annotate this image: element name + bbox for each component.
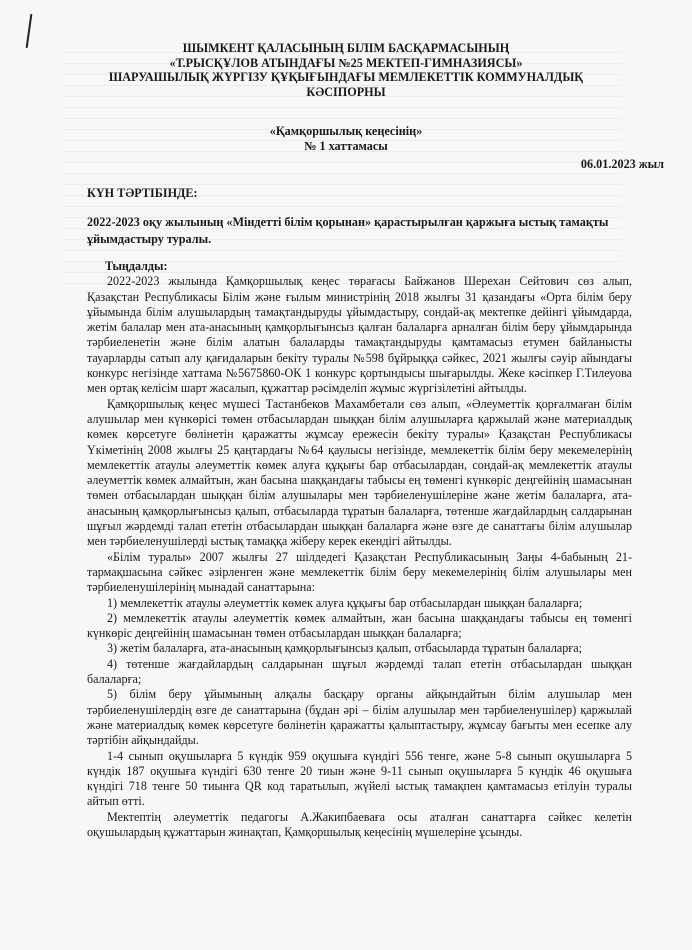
header-line-1: ШЫМКЕНТ ҚАЛАСЫНЫҢ БІЛІМ БАСҚАРМАСЫНЫҢ [182,41,510,55]
list-item: 5) білім беру ұйымының алқалы басқару органы айқындайтын білім алушылар мен тәрбиеленушілердің өзге де санаттарына (бұдан әрі – білім алушылар мен тәрбиеленушілер) қаржылай және материалдық көмек көрсетуге бөлінетін қаражатты қалыптастыру, жұмсау бағыты мен есепке алу тәртібін айқындайды. [87,687,632,748]
list-item: 1) мемлекеттік атаулы әлеуметтік көмек алуға құқығы бар отбасылардан шыққан балаларға; [107,595,583,610]
list-item: 4) төтенше жағдайлардың салдарынан шұғыл жәрдемді талап ететін отбасылардан шыққан балаларға; [87,656,632,687]
paragraph: 2022-2023 жылында Қамқоршылық кеңес төрағасы Байжанов Шерехан Сейтович сөз алып, Қазақстан Республикасы Білім және ғылым министрінің 2018 жылғы 31 қазандағы «Орта білім беру ұйымында білім алушылардың тамақтандыруды ұйымдастыру, сондай-ақ мектепке дейінгі ұйымдарда, жетім балалар мен ата-анасының қамқорлығынсыз қалған балаларға арналған білім беру ұйымдарында тәрбиеленетін және білім алатын балаларды тамақтандыруды қамтамасыз етумен байланысты тауарларды сатып алу қағидаларын бекіту туралы №598 бұйрыққа сәйкес, 2021 жылғы сәуір айындағы конкурс негізінде хаттама №5675860-ОК 1 конкурс қортындысы шығарылды. Жеке кәсіпкер Г.Тилеуова мен ортақ келісім шарт жасалып, құжаттар рәсімделіп жұмыс жүргізілетіні айтылды. [87,274,632,396]
header-line-2: «Т.РЫСҚҰЛОВ АТЫНДАҒЫ №25 МЕКТЕП-ГИМНАЗИЯСЫ» [169,55,523,70]
agenda-item: 2022-2023 оқу жылының «Міндетті білім қорынан» қарастырылған қаржыға ыстық тамақты ұйымдастыру туралы. [87,215,609,246]
protocol-date: 06.01.2023 жыл [580,157,664,171]
paragraph: Мектептің әлеуметтік педагогы А.Жакипбаеваға осы аталған санаттарға сәйкес келетін оқушылардың құжаттарын жинақтап, Қамқоршылық кеңесінің мүшелеріне ұсынды. [87,809,632,839]
document-body [87,259,632,840]
list-item: 3) жетім балаларға, ата-анасының қамқорлығынсыз қалып, отбасыларда тұратын балаларға; [107,641,583,656]
protocol-number: № 1 хаттамасы [304,139,388,153]
paragraph: Қамқоршылық кеңес мүшесі Тастанбеков Махамбетали сөз алып, «Әлеуметтік қорғалмаған білім алушылар мен күнкөрісі төмен отбасылардан шыққан білім алушыларға қаржылай және материалдық көмек көрсетуге бөлінетін қаражатты жұмсау ережесін бекіту туралы» Қазақстан Республикасы Үкіметінің 2008 жылғы 25 қаңтардағы №64 қаулысы негізінде, мемлекеттік білім беру мекемелерінің мемлекеттік атаулы әлеуметтік көмек алуға құқығы бар отбасылардан, сондай-ақ мемлекеттік атаулы әлеуметтік көмек алмайтын, жан басына шаққандағы табысы ең төменгі күнкөріс деңгейінің шамасынан төмен отбасылардан шыққан білім алушылары мен тәрбиеленушілеріне және жетім балаларға, ата-анасының қамқорлығынсыз қалып, отбасыларда тұратын балаларға, төтенше жағдайлардың салдарынан шұғыл жәрдемді талап ететін отбасылардан шыққан балаларға және өзге де санаттағы білім алушылар мен тәрбиеленушілерді ыстық тамаққа жіберу керек екендігі айтылды. [87,396,632,549]
protocol-title [60,124,632,154]
handwritten-mark [26,14,33,48]
list-item: 2) мемлекеттік атаулы әлеуметтік көмек алмайтын, жан басына шаққандағы табысы ең төменгі күнкөріс деңгейінің шамасынан төмен отбасылардан шыққан балаларға; [87,610,632,641]
agenda-heading: КҮН ТӘРТІБІНДЕ: [87,186,198,200]
paragraph: «Білім туралы» 2007 жылғы 27 шілдедегі Қазақстан Республикасының Заңы 4-бабының 21-тармақшасына сәйкес әзірленген және мемлекеттік білім беру мекемелерінің білім алушылары мен тәрбиеленушілерінің мынадай санаттарына: [87,549,632,595]
paragraph: 1-4 сынып оқушыларға 5 күндік 959 оқушыға күндігі 556 тенге, және 5-8 сынып оқушыларға 5 күндік 187 оқушыға күндігі 630 тенге 20 тиын және 9-11 сынып оқушыларға 5 күндік 46 оқушыға күндігі 718 тенге 50 тиынға QR код таратылып, жүйелі ыстық тамақпен қамтамасыз етілуін туралы айтып өтті. [87,748,632,809]
organization-header [60,41,632,99]
heard-label: Тыңдалды: [105,259,168,273]
header-line-3: ШАРУАШЫЛЫҚ ЖҮРГІЗУ ҚҰҚЫҒЫНДАҒЫ МЕМЛЕКЕТТІК КОММУНАЛДЫҚ [108,70,584,84]
council-name: «Қамқоршылық кеңесінің» [269,124,423,138]
header-line-4: КӘСІПОРНЫ [306,84,386,99]
